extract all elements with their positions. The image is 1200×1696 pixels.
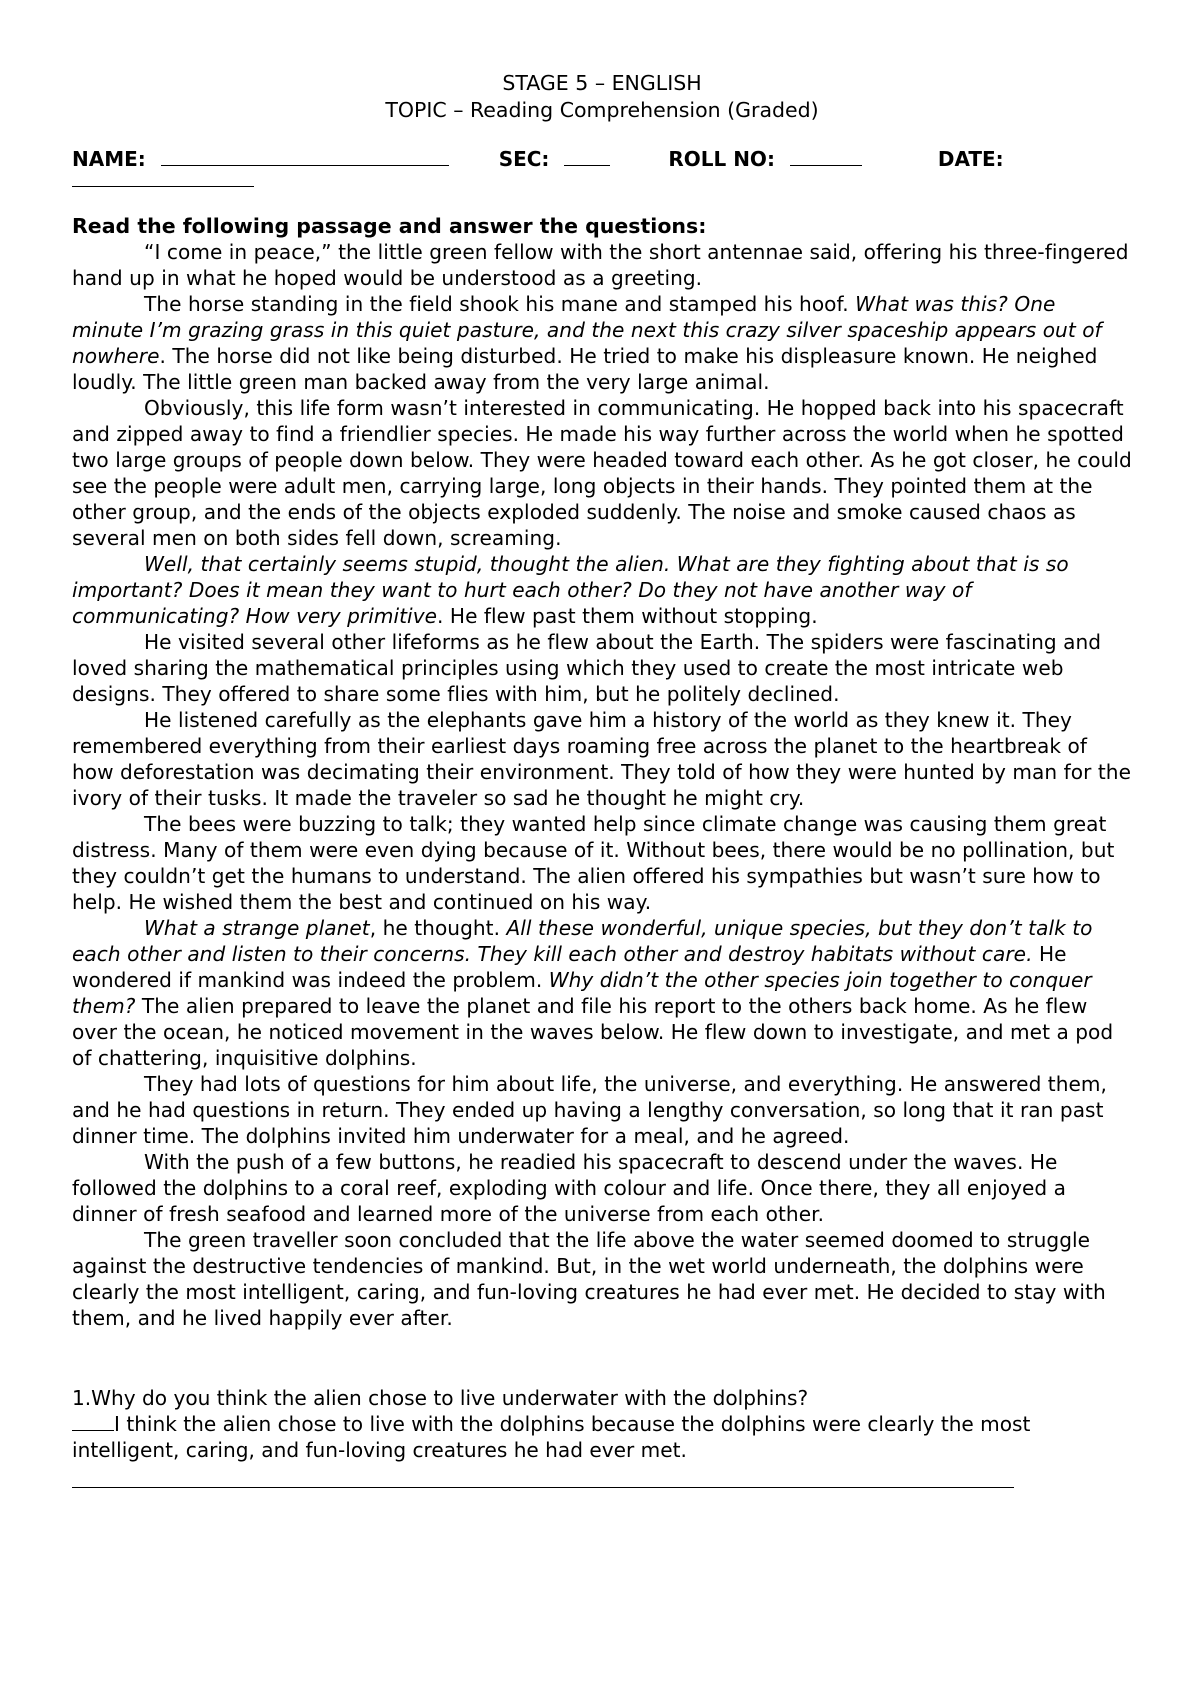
passage-paragraph: The green traveller soon concluded that the life above the water seemed doomed to struggle against the destructive tendencies of mankind. But, in the wet world underneath, the dolphins were clearly the most intelligent, caring, and fun-loving creatures he had ever met. He decided to stay with them, and he lived happily ever after. xyxy=(72,1228,1106,1330)
roll-label: ROLL NO: xyxy=(668,147,775,171)
stage-title: STAGE 5 – ENGLISH xyxy=(502,71,702,95)
name-label: NAME: xyxy=(72,147,146,171)
roll-blank[interactable] xyxy=(790,147,862,166)
sec-label: SEC: xyxy=(498,147,550,171)
answer-prefix-blank xyxy=(72,1412,114,1431)
worksheet-page xyxy=(72,70,1132,1488)
worksheet-header xyxy=(72,70,1132,124)
date-label: DATE: xyxy=(937,147,1004,171)
passage-paragraph: “I come in peace,” the little green fellow with the short antennae said, offering his three-fingered hand up in what he hoped would be understood as a greeting. xyxy=(72,240,1129,290)
sec-blank[interactable] xyxy=(564,147,610,166)
passage-paragraph: They had lots of questions for him about life, the universe, and everything. He answered them, and he had questions in return. They ended up having a lengthy conversation, so long that it ran past dinner time. The dolphins invited him underwater for a meal, and he agreed. xyxy=(72,1072,1107,1148)
answer-line[interactable] xyxy=(72,1487,1014,1488)
passage-paragraph: He visited several other lifeforms as he flew about the Earth. The spiders were fascinating and loved sharing the mathematical principles using which they used to create the most intricate web designs. They offered to share some flies with him, but he politely declined. xyxy=(72,630,1102,706)
passage-paragraph: With the push of a few buttons, he readied his spacecraft to descend under the waves. He followed the dolphins to a coral reef, exploding with colour and life. Once there, they all enjoyed a dinner of fresh seafood and learned more of the universe from each other. xyxy=(72,1150,1067,1226)
passage-paragraph: Well, that certainly seems stupid, thought the alien. What are they fighting about that is so important? Does it mean they want to hurt each other? Do they not have another way of communicating? How very primitive. He flew past them without stopping. xyxy=(72,552,1069,628)
student-info-row xyxy=(72,146,1132,187)
passage-paragraph: The horse standing in the field shook his mane and stamped his hoof. What was this? One minute I’m grazing grass in this quiet pasture, and the next this crazy silver spaceship appears out of nowhere. The horse did not like being disturbed. He tried to make his displeasure known. He neighed loudly. The little green man backed away from the very large animal. xyxy=(72,292,1102,394)
date-blank[interactable] xyxy=(72,178,254,187)
name-blank[interactable] xyxy=(161,147,449,166)
question-text: 1.Why do you think the alien chose to live underwater with the dolphins? xyxy=(72,1386,809,1410)
passage-paragraph: He listened carefully as the elephants gave him a history of the world as they knew it. They remembered everything from their earliest days roaming free across the planet to the heartbreak of how deforestation was decimating their environment. They told of how they were hunted by man for the ivory of their tusks. It made the traveler so sad he thought he might cry. xyxy=(72,708,1131,810)
passage-paragraph: Obviously, this life form wasn’t interested in communicating. He hopped back into his spacecraft and zipped away to find a friendlier species. He made his way further across the world when he spotted two large groups of people down below. They were headed toward each other. As he got closer, he could see the people were adult men, carrying large, long objects in their hands. They pointed them at the other group, and the ends of the objects exploded suddenly. The noise and smoke caused chaos as several men on both sides fell down, screaming. xyxy=(72,396,1132,550)
answer-text[interactable]: I think the alien chose to live with the dolphins because the dolphins were clearly the most intelligent, caring, and fun-loving creatures he had ever met. xyxy=(72,1412,1031,1462)
reading-passage xyxy=(72,239,1132,1331)
passage-paragraph: What a strange planet, he thought. All these wonderful, unique species, but they don’t talk to each other and listen to their concerns. They kill each other and destroy habitats without care. He wondered if mankind was indeed the problem. Why didn’t the other species join together to conquer them? The alien prepared to leave the planet and file his report to the others back home. As he flew over the ocean, he noticed movement in the waves below. He flew down to investigate, and met a pod of chattering, inquisitive dolphins. xyxy=(72,916,1114,1070)
instruction-text: Read the following passage and answer the questions: xyxy=(72,214,707,238)
topic-title: TOPIC – Reading Comprehension (Graded) xyxy=(385,98,819,122)
question-1 xyxy=(72,1385,1132,1488)
passage-paragraph: The bees were buzzing to talk; they wanted help since climate change was causing them great distress. Many of them were even dying because of it. Without bees, there would be no pollination, but they couldn’t get the humans to understand. The alien offered his sympathies but wasn’t sure how to help. He wished them the best and continued on his way. xyxy=(72,812,1115,914)
